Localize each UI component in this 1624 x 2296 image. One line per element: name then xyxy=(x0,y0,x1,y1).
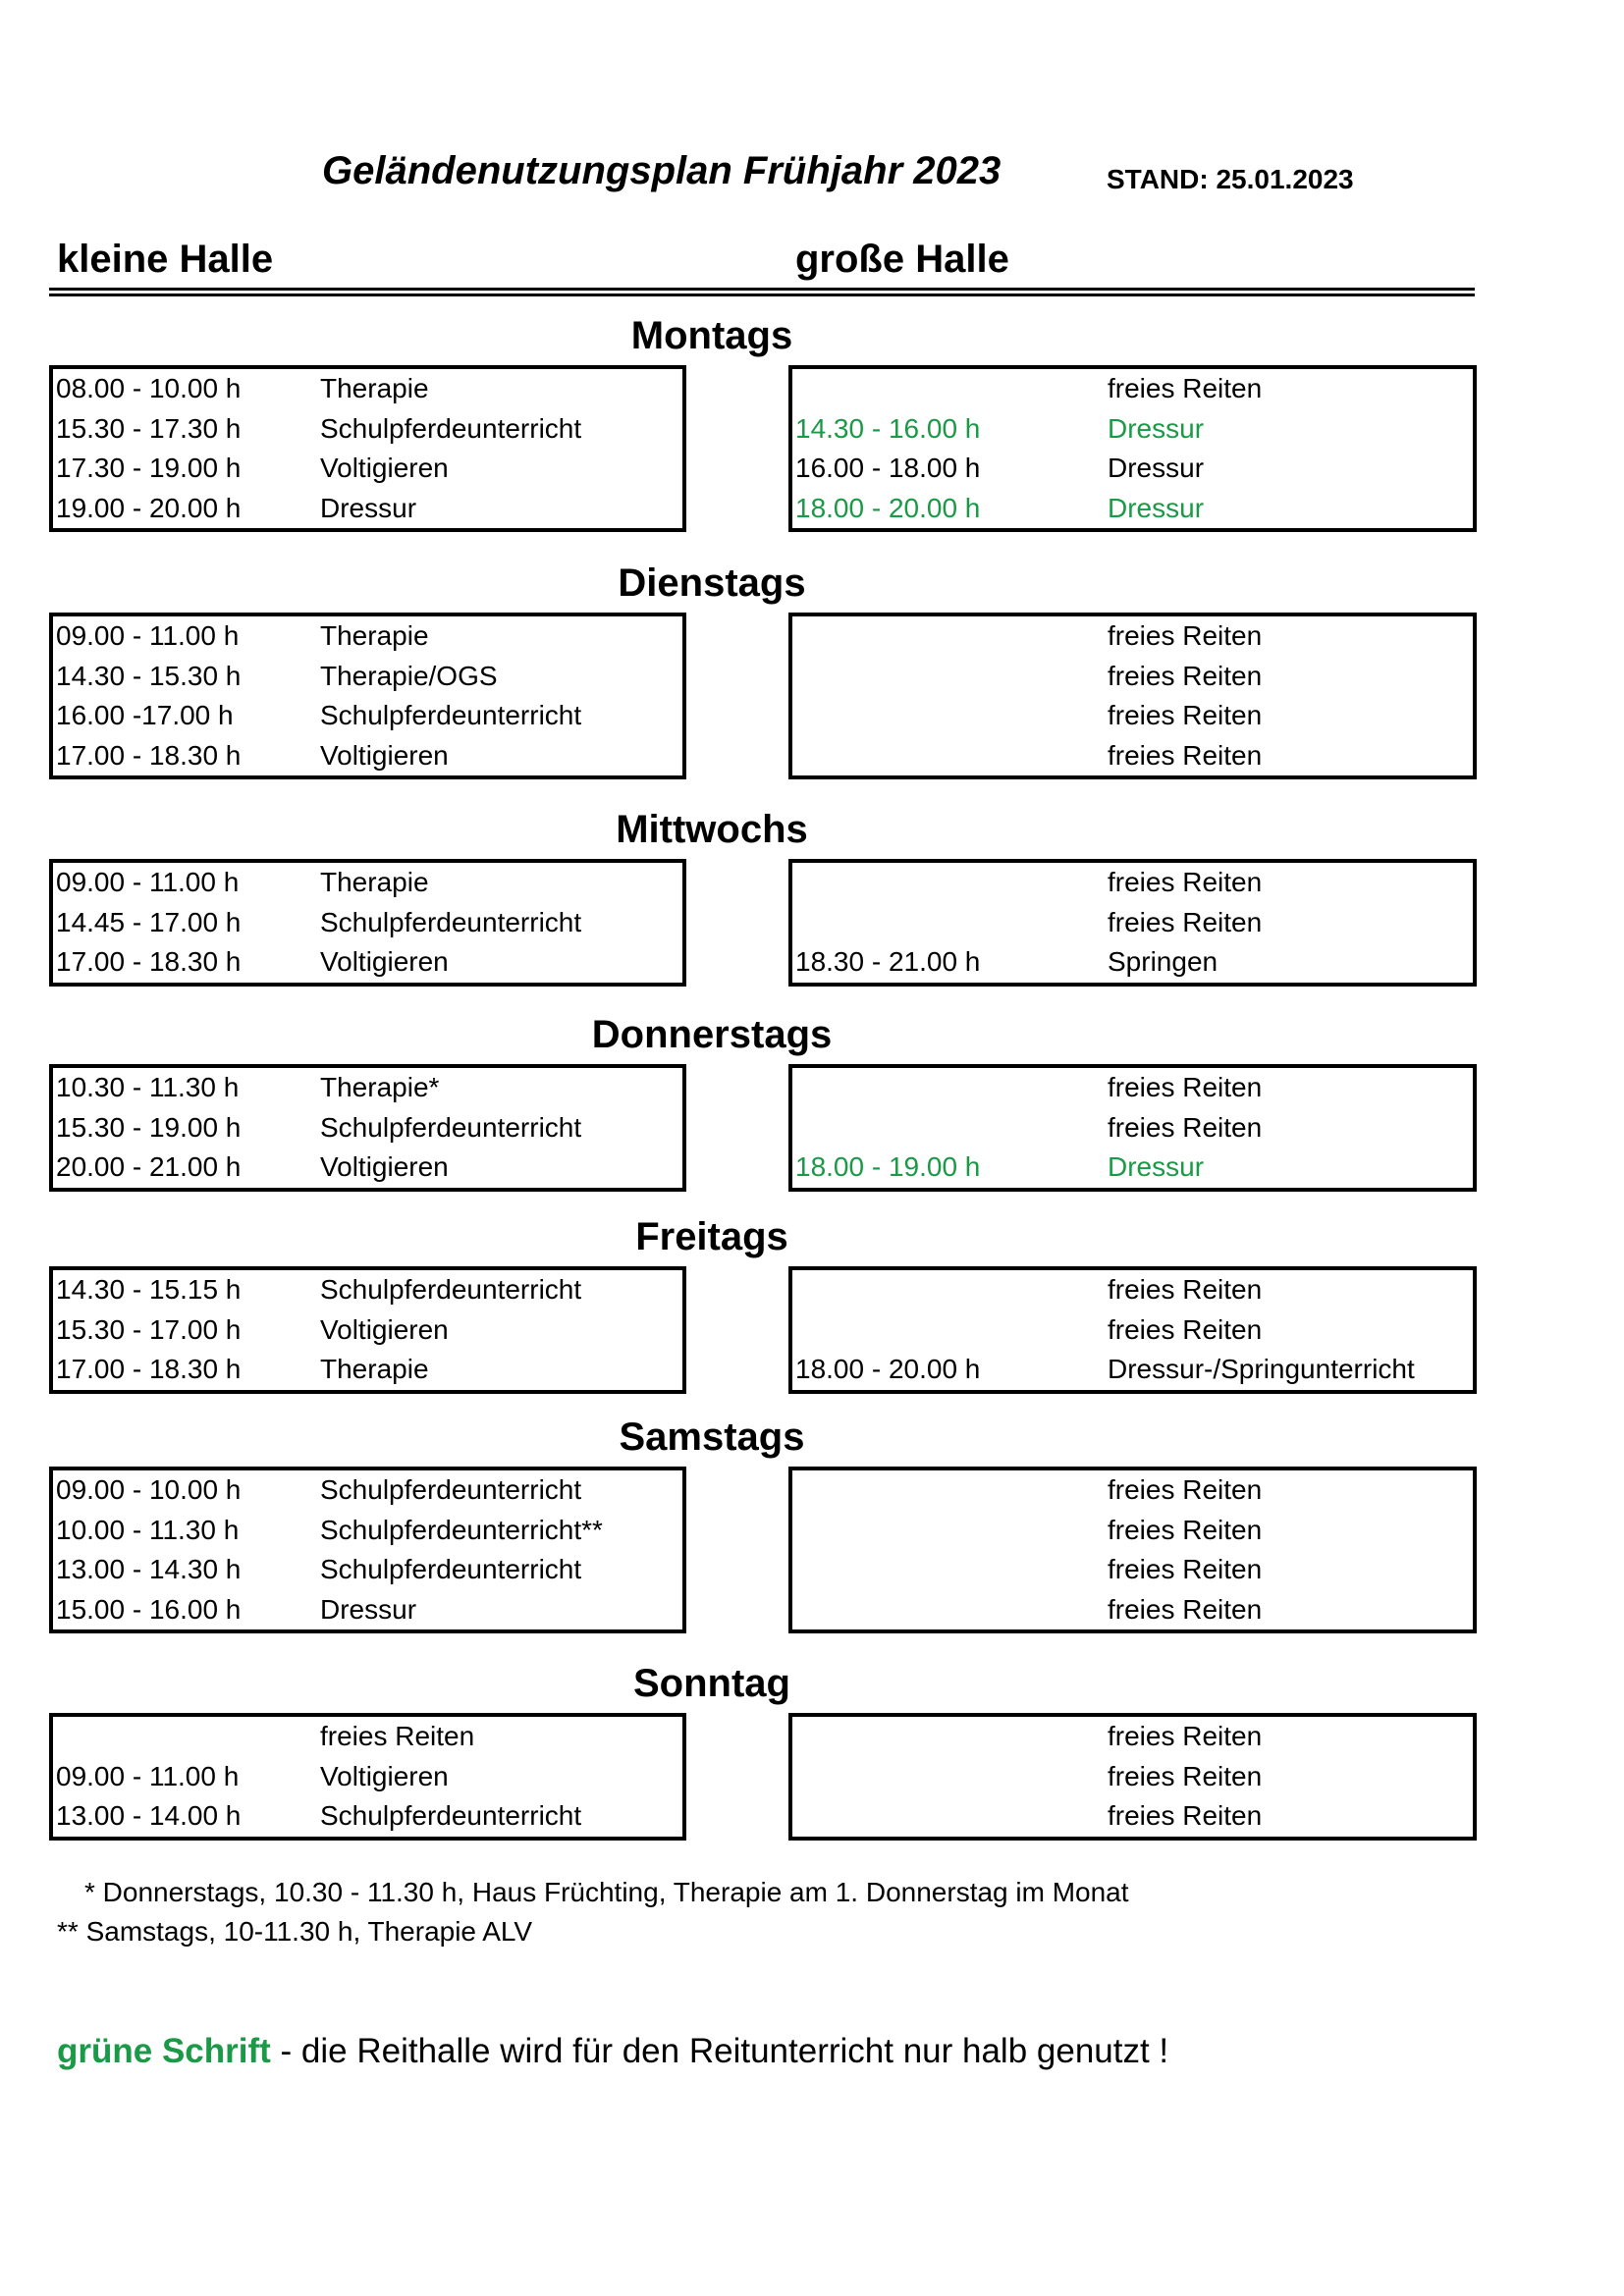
time-cell: 17.00 - 18.30 h xyxy=(56,946,242,977)
activity-cell: Therapie* xyxy=(320,1072,440,1102)
schedule-row xyxy=(792,1148,1473,1188)
schedule-row xyxy=(792,1470,1473,1511)
left-hall-heading: kleine Halle xyxy=(57,238,274,281)
schedule-row xyxy=(792,696,1473,736)
time-cell: 16.00 -17.00 h xyxy=(56,700,234,730)
schedule-row xyxy=(53,489,682,529)
schedule-row xyxy=(792,1310,1473,1351)
time-cell: 18.00 - 20.00 h xyxy=(795,1354,981,1384)
time-cell: 18.00 - 19.00 h xyxy=(795,1151,981,1182)
day-heading: Samstags xyxy=(619,1415,805,1459)
schedule-row xyxy=(792,369,1473,409)
schedule-row xyxy=(53,409,682,450)
time-cell: 15.30 - 19.00 h xyxy=(56,1111,242,1143)
right-hall-table xyxy=(788,613,1477,779)
activity-cell: Schulpferdeunterricht xyxy=(320,1800,582,1831)
activity-cell: Schulpferdeunterricht xyxy=(320,1111,582,1143)
page-title: Geländenutzungsplan Frühjahr 2023 xyxy=(322,149,1001,192)
activity-cell: freies Reiten xyxy=(1108,867,1263,897)
time-cell: 19.00 - 20.00 h xyxy=(56,492,242,523)
activity-cell: Schulpferdeunterricht xyxy=(320,1274,582,1305)
activity-cell: Schulpferdeunterricht** xyxy=(320,1514,603,1545)
schedule-row xyxy=(53,449,682,489)
schedule-row xyxy=(792,1717,1473,1757)
schedule-row xyxy=(792,736,1473,776)
activity-cell: Therapie xyxy=(320,373,429,403)
schedule-row xyxy=(53,1350,682,1390)
activity-cell: Dressur-/Springunterricht xyxy=(1108,1354,1415,1384)
schedule-row xyxy=(53,863,682,903)
activity-cell: freies Reiten xyxy=(1108,1721,1263,1751)
schedule-row xyxy=(792,616,1473,657)
activity-cell: Voltigieren xyxy=(320,1760,449,1791)
activity-cell: Therapie xyxy=(320,1354,429,1384)
header-rule-top xyxy=(49,288,1475,291)
activity-cell: freies Reiten xyxy=(1108,1800,1263,1831)
activity-cell: Therapie/OGS xyxy=(320,660,498,691)
activity-cell: freies Reiten xyxy=(1108,1554,1263,1584)
activity-cell: freies Reiten xyxy=(1108,373,1263,403)
schedule-row xyxy=(53,736,682,776)
schedule-row xyxy=(792,409,1473,450)
right-hall-table xyxy=(788,1064,1477,1192)
activity-cell: Dressur xyxy=(320,492,417,523)
activity-cell: Voltigieren xyxy=(320,739,449,771)
activity-cell: Schulpferdeunterricht xyxy=(320,1554,582,1584)
activity-cell: freies Reiten xyxy=(1108,1313,1263,1345)
schedule-row xyxy=(53,1550,682,1590)
activity-cell: Dressur xyxy=(1108,453,1205,483)
schedule-row xyxy=(53,1108,682,1148)
time-cell: 16.00 - 18.00 h xyxy=(795,453,981,483)
time-cell: 10.30 - 11.30 h xyxy=(56,1072,240,1102)
legend-green-label: grüne Schrift xyxy=(57,2032,271,2070)
time-cell: 10.00 - 11.30 h xyxy=(56,1514,240,1545)
footnote-2: ** Samstags, 10-11.30 h, Therapie ALV xyxy=(57,1916,533,1947)
activity-cell: Schulpferdeunterricht xyxy=(320,906,582,937)
activity-cell: Voltigieren xyxy=(320,1151,449,1182)
day-heading: Sonntag xyxy=(633,1662,790,1705)
activity-cell: freies Reiten xyxy=(1108,620,1263,651)
schedule-row xyxy=(53,1068,682,1108)
activity-cell: Dressur xyxy=(1108,1151,1205,1182)
activity-cell: Schulpferdeunterricht xyxy=(320,1474,582,1505)
activity-cell: freies Reiten xyxy=(1108,739,1263,771)
schedule-row xyxy=(53,1757,682,1797)
time-cell: 09.00 - 11.00 h xyxy=(56,1760,240,1791)
time-cell: 20.00 - 21.00 h xyxy=(56,1151,242,1182)
stand-date: STAND: 25.01.2023 xyxy=(1107,164,1354,194)
activity-cell: Schulpferdeunterricht xyxy=(320,412,582,444)
day-heading: Montags xyxy=(630,314,793,357)
time-cell: 08.00 - 10.00 h xyxy=(56,373,242,403)
schedule-row xyxy=(53,1590,682,1630)
schedule-row xyxy=(53,616,682,657)
activity-cell: freies Reiten xyxy=(1108,1514,1263,1545)
day-heading: Mittwochs xyxy=(616,808,808,851)
right-hall-table xyxy=(788,365,1477,532)
left-hall-table xyxy=(49,1467,686,1633)
time-cell: 17.00 - 18.30 h xyxy=(56,1354,242,1384)
time-cell: 18.30 - 21.00 h xyxy=(795,946,981,977)
schedule-row xyxy=(792,903,1473,943)
left-hall-table xyxy=(49,1064,686,1192)
time-cell: 14.30 - 15.15 h xyxy=(56,1274,242,1305)
activity-cell: Voltigieren xyxy=(320,1313,449,1345)
time-cell: 15.00 - 16.00 h xyxy=(56,1593,242,1625)
activity-cell: Therapie xyxy=(320,867,429,897)
time-cell: 14.30 - 16.00 h xyxy=(795,412,981,444)
activity-cell: Dressur xyxy=(1108,492,1205,523)
activity-cell: Springen xyxy=(1108,946,1218,977)
schedule-row xyxy=(53,1270,682,1310)
schedule-row xyxy=(792,657,1473,697)
activity-cell: freies Reiten xyxy=(1108,700,1263,730)
activity-cell: Dressur xyxy=(1108,412,1205,444)
schedule-row xyxy=(792,1796,1473,1837)
schedule-row xyxy=(53,696,682,736)
time-cell: 15.30 - 17.30 h xyxy=(56,412,242,444)
time-cell: 09.00 - 11.00 h xyxy=(56,867,240,897)
time-cell: 17.30 - 19.00 h xyxy=(56,453,242,483)
activity-cell: freies Reiten xyxy=(1108,1274,1263,1305)
schedule-row xyxy=(792,942,1473,983)
schedule-row xyxy=(53,1511,682,1551)
time-cell: 13.00 - 14.00 h xyxy=(56,1800,242,1831)
left-hall-table xyxy=(49,613,686,779)
schedule-row xyxy=(792,489,1473,529)
schedule-row xyxy=(792,1068,1473,1108)
right-hall-table xyxy=(788,1266,1477,1394)
schedule-row xyxy=(53,369,682,409)
activity-cell: freies Reiten xyxy=(1108,1072,1263,1102)
left-hall-table xyxy=(49,1266,686,1394)
schedule-row xyxy=(792,1270,1473,1310)
time-cell: 18.00 - 20.00 h xyxy=(795,492,981,523)
left-hall-table xyxy=(49,1713,686,1841)
schedule-row xyxy=(53,942,682,983)
time-cell: 09.00 - 11.00 h xyxy=(56,620,240,651)
schedule-row xyxy=(53,1470,682,1511)
time-cell: 17.00 - 18.30 h xyxy=(56,739,242,771)
footnote-1: * Donnerstags, 10.30 - 11.30 h, Haus Früchting, Therapie am 1. Donnerstag im Monat xyxy=(84,1877,1129,1907)
activity-cell: freies Reiten xyxy=(1108,660,1263,691)
activity-cell: freies Reiten xyxy=(320,1721,475,1751)
right-hall-table xyxy=(788,859,1477,987)
activity-cell: Dressur xyxy=(320,1593,417,1625)
schedule-row xyxy=(792,1550,1473,1590)
day-heading: Donnerstags xyxy=(591,1013,833,1056)
time-cell: 14.45 - 17.00 h xyxy=(56,906,242,937)
activity-cell: Schulpferdeunterricht xyxy=(320,700,582,730)
time-cell: 15.30 - 17.00 h xyxy=(56,1313,242,1345)
schedule-row xyxy=(792,1590,1473,1630)
activity-cell: Voltigieren xyxy=(320,453,449,483)
schedule-row xyxy=(792,1350,1473,1390)
header-rule-bottom xyxy=(49,294,1475,296)
schedule-row xyxy=(53,1796,682,1837)
left-hall-table xyxy=(49,859,686,987)
right-hall-table xyxy=(788,1713,1477,1841)
legend xyxy=(57,2032,1168,2071)
schedule-row xyxy=(792,1108,1473,1148)
schedule-row xyxy=(53,1148,682,1188)
day-heading: Freitags xyxy=(635,1215,788,1258)
time-cell: 09.00 - 10.00 h xyxy=(56,1474,242,1505)
schedule-row xyxy=(792,1757,1473,1797)
time-cell: 14.30 - 15.30 h xyxy=(56,660,242,691)
activity-cell: freies Reiten xyxy=(1108,906,1263,937)
schedule-row xyxy=(792,1511,1473,1551)
schedule-row xyxy=(53,1717,682,1757)
schedule-row xyxy=(792,863,1473,903)
right-hall-heading: große Halle xyxy=(795,238,1009,281)
activity-cell: freies Reiten xyxy=(1108,1760,1263,1791)
time-cell: 13.00 - 14.30 h xyxy=(56,1554,242,1584)
activity-cell: Voltigieren xyxy=(320,946,449,977)
right-hall-table xyxy=(788,1467,1477,1633)
activity-cell: freies Reiten xyxy=(1108,1111,1263,1143)
activity-cell: Therapie xyxy=(320,620,429,651)
activity-cell: freies Reiten xyxy=(1108,1593,1263,1625)
legend-text: - die Reithalle wird für den Reitunterricht nur halb genutzt ! xyxy=(270,2032,1169,2070)
schedule-row xyxy=(792,449,1473,489)
schedule-row xyxy=(53,657,682,697)
schedule-row xyxy=(53,1310,682,1351)
day-heading: Dienstags xyxy=(618,561,806,605)
left-hall-table xyxy=(49,365,686,532)
schedule-row xyxy=(53,903,682,943)
activity-cell: freies Reiten xyxy=(1108,1474,1263,1505)
